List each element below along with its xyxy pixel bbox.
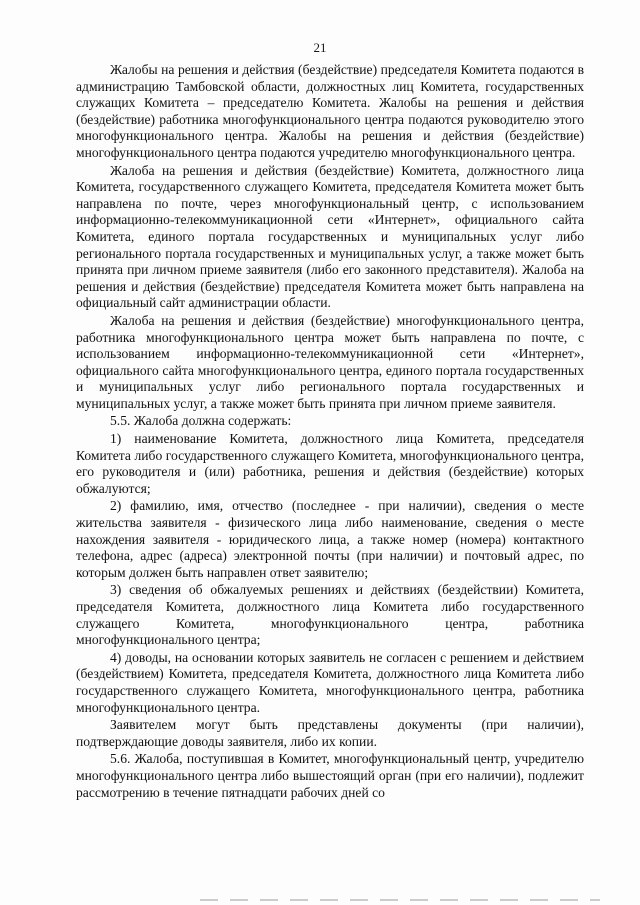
paragraph-supporting-documents: Заявителем могут быть представлены документы (при наличии), подтверждающие доводы заявителя, либо их копии. [76, 717, 584, 749]
paragraph-section-5-6: 5.6. Жалоба, поступившая в Комитет, многофункциональный центр, учредителю многофункционального центра либо вышестоящий орган (при его наличии), подлежит рассмотрению в течение пятнадцати рабочих дней со [76, 751, 584, 800]
paragraph-mfc-complaint-channels: Жалоба на решения и действия (бездействие) многофункционального центра, работника многофункционального центра может быть направлена по почте, с использованием информационно-телекоммуникационной сети «Интернет», официального сайта многофункционального центра, единого портала государственных и муниципальных услуг либо регионального портала государственных и муниципальных услуг, а также может быть принята при личном приеме заявителя. [76, 312, 584, 411]
list-item-1: 1) наименование Комитета, должностного лица Комитета, председателя Комитета либо государственного служащего Комитета, многофункционального центра, его руководителя и (или) работника, решения и действия (бездействие) которых обжалуются; [76, 431, 584, 496]
list-item-4: 4) доводы, на основании которых заявитель не согласен с решением и действием (бездействием) Комитета, председателя Комитета, должностного лица Комитета либо государственного служащего Комитета, многофункционального центра, работника многофункционального центра. [76, 649, 584, 715]
list-item-2: 2) фамилию, имя, отчество (последнее - при наличии), сведения о месте жительства заявителя - физического лица либо наименование, сведения о месте нахождения заявителя - юридического лица, а также номер (номера) контактного телефона, адрес (адреса) электронной почты (при наличии) и почтовый адрес, по которым должен быть направлен ответ заявителю; [76, 498, 584, 580]
document-body [76, 62, 584, 802]
paragraph-committee-complaint-channels: Жалоба на решения и действия (бездействие) Комитета, должностного лица Комитета, государственного служащего Комитета, председателя Комитета может быть направлена по почте, через многофункциональный центр, с использованием информационно-телекоммуникационной сети «Интернет», официального сайта Комитета, единого портала государственных и муниципальных услуг либо регионального портала государственных и муниципальных услуг, а также может быть принята при личном приеме заявителя (либо его законного представителя). Жалоба на решения и действия (бездействие) председателя Комитета может быть направлена на официальный сайт администрации области. [76, 162, 584, 311]
scan-edge-divider [200, 899, 600, 901]
paragraph-section-5-5: 5.5. Жалоба должна содержать: [110, 413, 292, 429]
page-number: 21 [313, 40, 327, 55]
list-item-3: 3) сведения об обжалуемых решениях и действиях (бездействии) Комитета, председателя Комитета, должностного лица Комитета либо государственного служащего Комитета, многофункционального центра, работника многофункционального центра; [76, 582, 584, 648]
paragraph-complaints-addressees: Жалобы на решения и действия (бездействие) председателя Комитета подаются в администрацию Тамбовской области, должностных лиц Комитета, государственных служащих Комитета – председателю Комитета. Жалобы на решения и действия (бездействие) работника многофункционального центра подаются руководителю этого многофункционального центра. Жалобы на решения и действия (бездействие) многофункционального центра подаются учредителю многофункционального центра. [76, 62, 584, 160]
